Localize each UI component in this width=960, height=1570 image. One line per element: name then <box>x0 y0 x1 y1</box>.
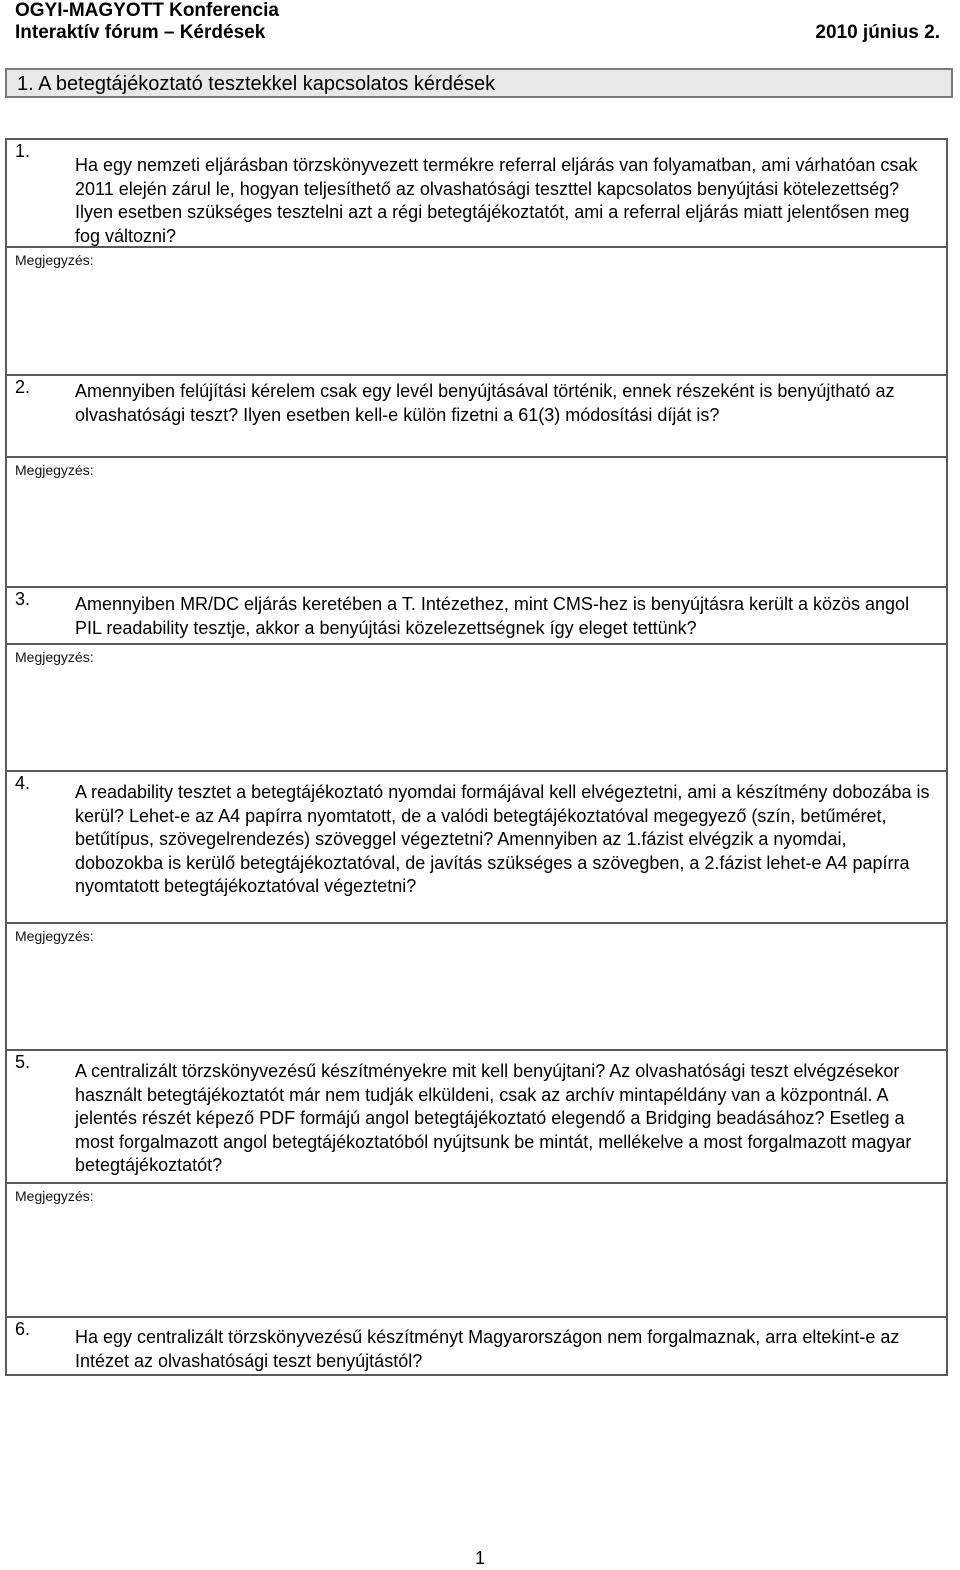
question-number: 2. <box>15 377 31 397</box>
note-block-5 <box>7 1184 946 1318</box>
question-1 <box>7 140 946 248</box>
note-block-1 <box>7 248 946 376</box>
conference-date: 2010 június 2. <box>815 22 940 43</box>
question-2 <box>7 376 946 427</box>
note-label: Megjegyzés: <box>15 462 94 478</box>
question-text: Amennyiben MR/DC eljárás keretében a T. Intézethez, mint CMS-hez is benyújtásra került a közös angol PIL readability tesztje, akkor a benyújtási közelezettségnek így eleget tettünk? <box>75 594 910 638</box>
question-text: A readability tesztet a betegtájékoztató nyomdai formájával kell elvégeztetni, ami a készítmény dobozába is kerül? Lehet-e az A4 papírra nyomtatott, de a valódi betegtájékoztatóval megegyező (szín, betűméret, betűtípus, szövegelrendezés) szöveggel végeztetni? Amennyiben az 1.fázist elvégzik a nyomdai, dobozokba is kerülő betegtájékoztatóval, de javítás szükséges a szövegben, a 2.fázist lehet-e A4 papírra nyomtatott betegtájékoztatóval végeztetni? <box>75 782 930 897</box>
question-number: 1. <box>15 141 31 161</box>
question-text: A centralizált törzskönyvezésű készítményekre mit kell benyújtani? Az olvashatósági teszt elvégzésekor használt betegtájékoztatót már nem tudják elküldeni, csak az archív mintapéldány van a központnál. A jelentés részét képező PDF formájú angol betegtájékoztató elegendő a Bridging beadásához? Esetleg a most forgalmazott angol betegtájékoztatóból nyújtsunk be mintát, mellékelve a most forgalmazott magyar betegtájékoztatót? <box>75 1061 912 1176</box>
question-number: 6. <box>15 1319 31 1339</box>
question-block-4 <box>7 772 946 924</box>
question-block-5 <box>7 1051 946 1184</box>
note-block-3 <box>7 645 946 772</box>
note-block-4 <box>7 924 946 1051</box>
question-block-3 <box>7 588 946 645</box>
question-4 <box>7 772 946 899</box>
note-label: Megjegyzés: <box>15 649 94 665</box>
question-5 <box>7 1051 946 1178</box>
section-heading-bar <box>5 68 953 98</box>
question-text: Ha egy nemzeti eljárásban törzskönyvezett termékre referral eljárás van folyamatban, ami várhatóan csak 2011 elején zárul le, hogyan teljesíthető az olvashatósági teszttel kapcsolatos benyújtási kötelezettség? Ilyen esetben szükséges tesztelni azt a régi betegtájékoztatót, ami a referral eljárás miatt jelentősen meg fog változni? <box>75 155 918 246</box>
question-3 <box>7 588 946 640</box>
question-6 <box>7 1318 946 1373</box>
question-number: 5. <box>15 1052 31 1072</box>
question-text: Amennyiben felújítási kérelem csak egy levél benyújtásával történik, ennek részeként is benyújtható az olvashatósági teszt? Ilyen esetben kell-e külön fizetni a 61(3) módosítási díját is? <box>75 381 895 425</box>
forum-subtitle: Interaktív fórum – Kérdések <box>15 22 266 43</box>
question-block-6 <box>7 1318 946 1374</box>
section-title: 1. A betegtájékoztató tesztekkel kapcsolatos kérdések <box>17 73 496 95</box>
question-block-2 <box>7 376 946 458</box>
note-label: Megjegyzés: <box>15 928 94 944</box>
question-number: 4. <box>15 773 31 793</box>
page-number: 1 <box>474 1548 485 1568</box>
question-block-1 <box>7 140 946 248</box>
conference-title: OGYI-MAGYOTT Konferencia <box>15 0 279 21</box>
note-label: Megjegyzés: <box>15 1188 94 1204</box>
questions-table <box>5 138 948 1376</box>
note-label: Megjegyzés: <box>15 252 94 268</box>
question-text: Ha egy centralizált törzskönyvezésű készítményt Magyarországon nem forgalmaznak, arra eltekint-e az Intézet az olvashatósági teszt benyújtástól? <box>75 1327 900 1371</box>
note-block-2 <box>7 458 946 588</box>
question-number: 3. <box>15 589 31 609</box>
